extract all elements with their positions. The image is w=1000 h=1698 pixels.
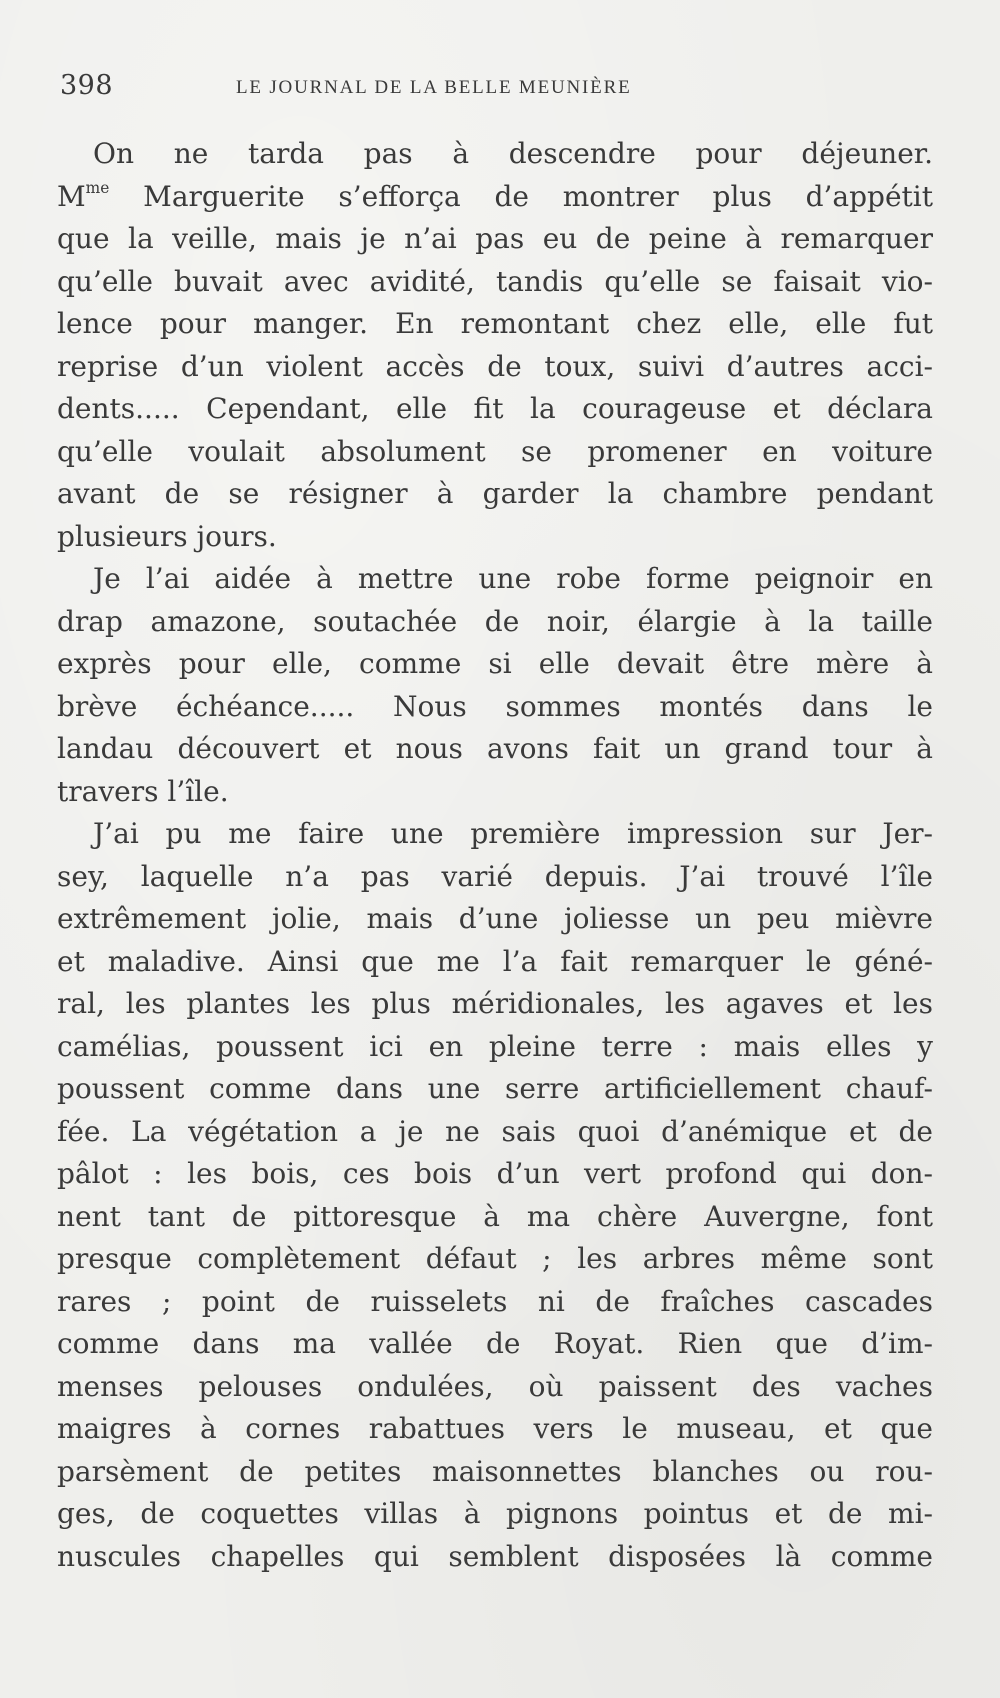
text-line bbox=[57, 1026, 933, 1069]
line-text: drap amazone, soutachée de noir, élargie à la taille bbox=[57, 604, 933, 638]
line-text: On ne tarda pas à descendre pour déjeuner. bbox=[93, 137, 933, 170]
line-text: reprise d’un violent accès de toux, suivi d’autres acci- bbox=[57, 349, 933, 383]
text-line bbox=[57, 218, 933, 261]
text-line bbox=[57, 1366, 933, 1409]
text-line bbox=[57, 303, 933, 346]
text-line bbox=[57, 346, 933, 389]
line-text: menses pelouses ondulées, où paissent des vaches bbox=[57, 1369, 933, 1403]
line-text: presque complètement défaut ; les arbres même sont bbox=[57, 1242, 933, 1275]
line-text: dents..... Cependant, elle fit la courageuse et déclara bbox=[57, 392, 933, 425]
line-text: brève échéance..... Nous sommes montés dans le bbox=[57, 689, 933, 723]
line-text: plusieurs jours. bbox=[57, 519, 277, 553]
text-line bbox=[57, 813, 933, 856]
line-text: extrêmement jolie, mais d’une joliesse un peu mièvre bbox=[57, 902, 933, 935]
line-text: sey, laquelle n’a pas varié depuis. J’ai trouvé l’île bbox=[57, 859, 933, 893]
text-line bbox=[57, 1111, 933, 1154]
line-text: qu’elle voulait absolument se promener en voiture bbox=[57, 434, 933, 468]
text-line bbox=[57, 431, 933, 474]
text-line bbox=[57, 1536, 933, 1579]
line-text: parsèment de petites maisonnettes blanches ou rou- bbox=[57, 1454, 933, 1488]
line-text: que la veille, mais je n’ai pas eu de peine à remarquer bbox=[57, 222, 933, 255]
line-text: avant de se résigner à garder la chambre pendant bbox=[57, 477, 933, 510]
text-line bbox=[57, 261, 933, 304]
page-header bbox=[60, 68, 940, 108]
text-line bbox=[57, 1323, 933, 1366]
line-text: camélias, poussent ici en pleine terre : mais elles y bbox=[57, 1029, 933, 1063]
text-line bbox=[57, 1196, 933, 1239]
text-line bbox=[57, 643, 933, 686]
text-line bbox=[57, 686, 933, 729]
text-line bbox=[57, 1408, 933, 1451]
line-text: nuscules chapelles qui semblent disposées là comme bbox=[57, 1539, 933, 1573]
line-text: Marguerite s’efforça de montrer plus d’appétit bbox=[109, 179, 933, 213]
line-text: rares ; point de ruisselets ni de fraîches cascades bbox=[57, 1284, 933, 1318]
body-text bbox=[57, 133, 933, 1578]
line-text: et maladive. Ainsi que me l’a fait remarquer le géné- bbox=[57, 944, 933, 978]
line-text: travers l’île. bbox=[57, 774, 229, 808]
line-text: pâlot : les bois, ces bois d’un vert profond qui don- bbox=[57, 1157, 933, 1190]
text-line bbox=[57, 601, 933, 644]
running-head: LE JOURNAL DE LA BELLE MEUNIÈRE bbox=[236, 77, 632, 98]
line-text: landau découvert et nous avons fait un grand tour à bbox=[57, 732, 933, 765]
text-line bbox=[57, 1153, 933, 1196]
line-text: qu’elle buvait avec avidité, tandis qu’elle se faisait vio- bbox=[57, 264, 933, 298]
line-text: J’ai pu me faire une première impression sur Jer- bbox=[93, 817, 933, 850]
text-line bbox=[57, 558, 933, 601]
text-line bbox=[57, 388, 933, 431]
text-line bbox=[57, 1238, 933, 1281]
line-text: poussent comme dans une serre artificiellement chauf- bbox=[57, 1072, 933, 1105]
text-line bbox=[57, 473, 933, 516]
line-prefix: M bbox=[57, 179, 86, 213]
text-line bbox=[57, 941, 933, 984]
text-line bbox=[57, 983, 933, 1026]
line-text: maigres à cornes rabattues vers le museau, et que bbox=[57, 1412, 933, 1445]
text-line bbox=[57, 728, 933, 771]
line-text: fée. La végétation a je ne sais quoi d’anémique et de bbox=[57, 1114, 933, 1148]
text-line bbox=[57, 771, 933, 814]
line-text: Je l’ai aidée à mettre une robe forme peignoir en bbox=[93, 562, 933, 595]
line-text: ges, de coquettes villas à pignons pointus et de mi- bbox=[57, 1497, 933, 1530]
line-text: nent tant de pittoresque à ma chère Auvergne, font bbox=[57, 1199, 933, 1233]
text-line bbox=[57, 1281, 933, 1324]
text-line bbox=[57, 1068, 933, 1111]
superscript-abbreviation: me bbox=[85, 178, 110, 197]
text-line bbox=[57, 898, 933, 941]
line-text: comme dans ma vallée de Royat. Rien que d’im- bbox=[57, 1327, 933, 1360]
line-text: lence pour manger. En remontant chez elle, elle fut bbox=[57, 307, 933, 340]
text-line bbox=[57, 176, 933, 219]
text-line bbox=[57, 856, 933, 899]
text-line bbox=[57, 1493, 933, 1536]
text-line bbox=[57, 516, 933, 559]
text-line bbox=[57, 133, 933, 176]
text-line bbox=[57, 1451, 933, 1494]
page-number: 398 bbox=[60, 70, 114, 101]
line-text: ral, les plantes les plus méridionales, les agaves et les bbox=[57, 987, 933, 1020]
line-text: exprès pour elle, comme si elle devait être mère à bbox=[57, 647, 933, 680]
